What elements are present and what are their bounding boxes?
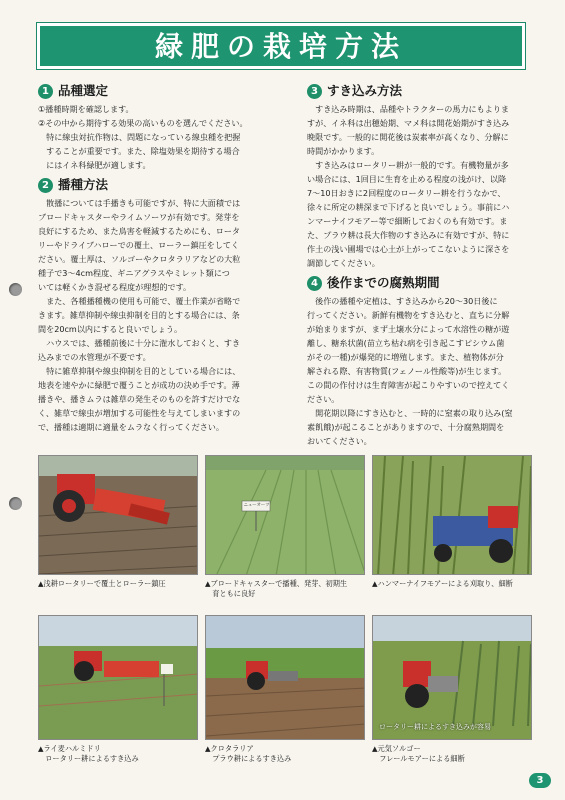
photo-overlay-text: ロータリー耕によるすき込みが容易 (379, 723, 491, 731)
section-body-3 (307, 102, 529, 270)
photo-hammer-knife-mower (372, 455, 532, 575)
photo-caption-4 (38, 744, 203, 764)
text-line: い場合には、1回目に生育を止める程度の浅がけ、以降 (307, 174, 507, 184)
caption-line: ▲浅耕ロータリーで覆土とローラー鎮圧 (38, 579, 166, 588)
caption-line: ▲ライ麦ハルミドリ (38, 744, 101, 753)
text-line: ②その中から期待する効果の高いものを選んでください。 (38, 118, 248, 128)
text-line: この間の作付けは生育障害が起こりやすいので控えてく (307, 380, 510, 390)
section-body-4 (307, 294, 529, 448)
text-line: ださい。 (307, 394, 340, 404)
text-line: 調節してください。 (307, 258, 380, 268)
text-line: ハウスでは、播種前後に十分に潅水しておくと、すき (38, 338, 241, 348)
section-body-2 (38, 196, 286, 434)
right-column (307, 80, 529, 448)
caption-line: ▲元気ソルゴー (372, 744, 421, 753)
page-title: 緑肥の栽培方法 (40, 26, 522, 66)
page-number: 3 (529, 773, 551, 788)
photo-rotary-tiller (38, 455, 198, 575)
text-line: で、播種は適期に適量をムラなく行ってください。 (38, 422, 224, 432)
text-line: 晩限です。一般的に開花後は炭素率が高くなり、分解に (307, 132, 509, 142)
section-number-4: 4 (307, 276, 322, 291)
caption-line: ロータリー耕によるすき込み (38, 754, 139, 763)
binder-hole-top (9, 283, 22, 296)
text-line: がその一種)が爆発的に増殖します。また、植物体が分 (307, 352, 504, 362)
photo-caption-2 (205, 579, 370, 599)
text-line: 解される際、有害物質(フェノール性酸等)が生じます。 (307, 366, 507, 376)
text-line: 後作の播種や定植は、すき込みから20〜30日後に (307, 296, 498, 306)
text-line: 開花期以降にすき込むと、一時的に窒素の取り込み(窒 (307, 408, 513, 418)
text-line: 良好にするため、また鳥害を軽減するためにも、ロータ (38, 226, 241, 236)
caption-line: ▲ハンマーナイフモアーによる刈取り、細断 (372, 579, 513, 588)
caption-line: ▲ブロードキャスターで播種、発芽、初期生 (205, 579, 348, 588)
text-line: 時間がかかります。 (307, 146, 380, 156)
text-line: また、各種播種機の使用も可能で、覆土作業が省略で (38, 296, 241, 306)
section-number-2: 2 (38, 178, 53, 193)
text-line: く、雑草で線虫が増加する可能性を与えてしまいますの (38, 408, 241, 418)
text-line: 散播については手播きも可能ですが、特に大面積では (38, 198, 241, 208)
text-line: 7〜10日おきに2回程度のロータリー耕を行うなかで、 (307, 188, 506, 198)
caption-line: ▲クロタラリア (205, 744, 254, 753)
caption-line: プラウ耕によるすき込み (205, 754, 292, 763)
text-line: 間を20cm以内にすると良いでしょう。 (38, 324, 183, 334)
section-heading-3 (307, 82, 529, 100)
text-line: た、プラウ耕は長大作物のすき込みに有効ですが、特に (307, 230, 510, 240)
photo-broadcaster-field (205, 455, 365, 575)
photo-caption-6 (372, 744, 537, 764)
caption-line: フレールモアーによる細断 (372, 754, 465, 763)
photo-caption-1 (38, 579, 203, 589)
text-line: ンマーナイフモアー等で細断しておくのも有効です。ま (307, 216, 508, 226)
section-title-2: 播種方法 (58, 177, 109, 192)
text-line: が始まりますが、まず土壌水分によって水溶性の糖が遊 (307, 324, 510, 334)
text-line: 作土の浅い圃場では心土が上がってこないように深さを (307, 244, 510, 254)
text-line: 離し、糖糸状菌(苗立ち枯れ病を引き起こすピシウム菌 (307, 338, 505, 348)
section-title-4: 後作までの腐熟期間 (327, 275, 440, 290)
text-line: 込みまでの水管理が不要です。 (38, 352, 151, 362)
text-line: することが重要です。また、除塩効果を期待する場合 (38, 146, 240, 156)
section-heading-4 (307, 274, 529, 292)
field-sign-label: ニューオーツ (243, 503, 270, 508)
text-line: 徐々に所定の耕深まで下げると良いでしょう。事前にハ (307, 202, 510, 212)
section-title-1: 品種選定 (58, 83, 109, 98)
text-line: すが、イネ科は出穂始期、マメ科は開花始期がすき込み (307, 118, 510, 128)
text-line: きます。雑草抑制や線虫抑制を目的とする場合には、条 (38, 310, 240, 320)
text-line: ブロードキャスターやライムソーワが有効です。発芽を (38, 212, 240, 222)
section-number-3: 3 (307, 84, 322, 99)
text-line: ①播種時期を確認します。 (38, 104, 134, 114)
text-line: おいてください。 (307, 436, 372, 446)
section-body-1 (38, 102, 286, 172)
left-column (38, 80, 286, 434)
text-line: 素飢餓)が起こることがありますので、十分腐熟期間を (307, 422, 505, 432)
title-banner (36, 22, 526, 70)
text-line: リーやドライブハローでの覆土、ローラー鎮圧をしてく (38, 240, 240, 250)
section-heading-1 (38, 82, 286, 100)
photo-caption-5 (205, 744, 370, 764)
text-line: 行ってください。新鮮有機物をすき込むと、直ちに分解 (307, 310, 510, 320)
photo-genki-sorghum (372, 615, 532, 740)
section-title-3: すき込み方法 (327, 83, 403, 98)
text-line: 地表を速やかに緑肥で覆うことが成功の決め手です。薄 (38, 380, 240, 390)
text-line: にはイネ科緑肥が適します。 (38, 160, 151, 170)
caption-line: 育ともに良好 (205, 589, 256, 598)
text-line: 特に線虫対抗作物は、問題になっている線虫種を把握 (38, 132, 241, 142)
photo-rye-harumidori (38, 615, 198, 740)
text-line: すき込み時期は、品種やトラクターの馬力にもよりま (307, 104, 510, 114)
text-line: ださい。覆土厚は、ソルゴーやクロタラリアなどの大粒 (38, 254, 241, 264)
section-heading-2 (38, 176, 286, 194)
text-line: いては軽くかき混ぜる程度が理想的です。 (38, 282, 192, 292)
text-line: 播きや、播きムラは雑草の発生そのものを許すだけでな (38, 394, 241, 404)
photo-caption-3 (372, 579, 542, 589)
section-number-1: 1 (38, 84, 53, 99)
text-line: すき込みはロータリー耕が一般的です。有機物量が多 (307, 160, 509, 170)
text-line: 種子で3〜4cm程度、ギニアグラスやミレット類につ (38, 268, 230, 278)
photo-crotalaria-plow (205, 615, 365, 740)
binder-hole-bottom (9, 497, 22, 510)
text-line: 特に雑草抑制や線虫抑制を目的としている場合には、 (38, 366, 241, 376)
